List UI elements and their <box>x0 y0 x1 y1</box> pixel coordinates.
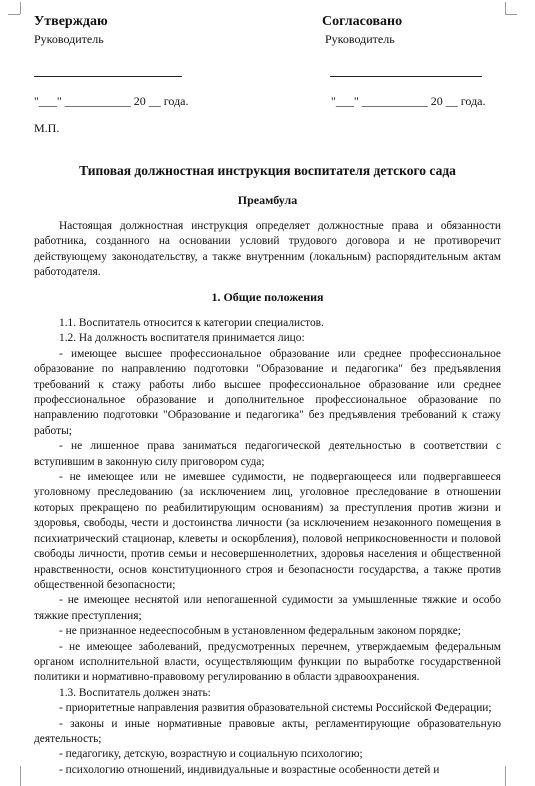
preamble-text <box>34 219 501 281</box>
paragraph: 1.2. На должность воспитателя принимается лицо: <box>59 332 305 345</box>
approval-block-left <box>34 13 234 46</box>
list-item: - имеющее высшее профессиональное образование или среднее профессиональное образование по направлению подготовки "Образование и педагогика" без предъявления требований к стажу работы либо высшее профессиональное образование или среднее профессиональное образование и дополнительное профессиональное образование по направлению подготовки "Образование и педагогика" без предъявления требований к стажу работы; <box>34 347 501 437</box>
agree-heading: Согласовано <box>322 14 403 29</box>
list-item: - не имеющее заболеваний, предусмотренных перечнем, утверждаемым федеральным органом исполнительной власти, осуществляющим функции по выработке государственной политики и нормативно-правовому регулированию в области здравоохранения. <box>34 640 501 684</box>
approve-heading: Утверждаю <box>34 14 108 29</box>
date-line-right: "___" ___________ 20 __ года. <box>331 94 486 108</box>
crop-mark <box>505 766 506 786</box>
crop-mark <box>8 14 20 15</box>
document-title: Типовая должностная инструкция воспитателя детского сада <box>79 163 456 178</box>
approval-block-right <box>322 13 502 46</box>
preamble-heading: Преамбула <box>237 193 298 207</box>
paragraph: 1.3. Воспитатель должен знать: <box>59 686 211 699</box>
approve-role: Руководитель <box>34 32 104 46</box>
paragraph: Настоящая должностная инструкция определяет должностные права и обязанности работника, созданного на основании условий трудового договора и не противоречит действующему законодательству, а также внутренним (локальным) распорядительным актам работодателя. <box>34 220 501 279</box>
list-item: - психологию отношений, индивидуальные и возрастные особенности детей и <box>59 763 440 776</box>
paragraph: 1.1. Воспитатель относится к категории специалистов. <box>59 317 324 329</box>
section-heading: 1. Общие положения <box>211 290 324 304</box>
agree-role: Руководитель <box>325 32 395 46</box>
crop-mark <box>505 14 517 15</box>
crop-mark <box>505 2 506 14</box>
signature-line-left <box>34 76 182 77</box>
list-item: - не имеющее неснятой или непогашенной судимости за умышленные тяжкие и особо тяжкие преступления; <box>34 594 501 622</box>
date-line-left: "___" ___________ 20 __ года. <box>34 94 189 108</box>
list-item: - педагогику, детскую, возрастную и социальную психологию; <box>59 748 363 761</box>
list-item: - законы и иные нормативные правовые акты, регламентирующие образовательную деятельность; <box>34 717 501 745</box>
crop-mark <box>20 766 21 786</box>
signature-line-right <box>330 76 482 77</box>
list-item: - не лишенное права заниматься педагогической деятельностью в соответствии с вступившим в законную силу приговором суда; <box>34 440 501 468</box>
stamp-placeholder: М.П. <box>34 121 60 135</box>
list-item: - не признанное недееспособным в установленном федеральным законом порядке; <box>59 625 461 638</box>
list-item: - не имеющее или не имевшее судимости, не подвергающееся или подвергавшееся уголовному преследованию (за исключением лиц, уголовное преследование в отношении которых прекращено по реабилитирующим основаниям) за преступления против жизни и здоровья, свободы, чести и достоинства личности (за исключением незаконного помещения в психиатрический стационар, клеветы и оскорбления), половой неприкосновенности и половой свободы личности, против семьи и несовершеннолетних, здоровья населения и общественной нравственности, основ конституционного строя и безопасности государства, а также против общественной безопасности; <box>34 471 501 591</box>
crop-mark <box>20 2 21 14</box>
section-body <box>34 316 501 778</box>
list-item: - приоритетные направления развития образовательной системы Российской Федерации; <box>59 702 492 715</box>
